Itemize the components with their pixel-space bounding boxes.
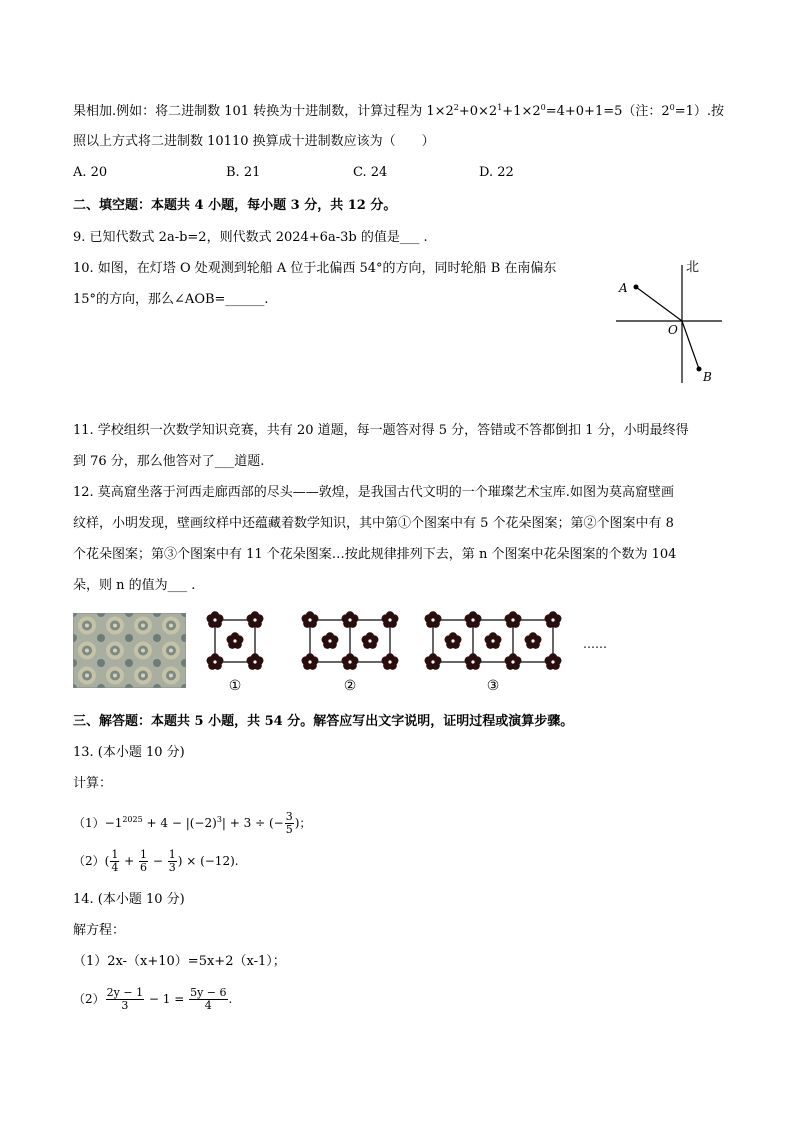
q10-compass-figure: [610, 255, 730, 390]
q11-line2: 到 76 分，那么他答对了___道题.: [73, 454, 265, 469]
q14-instruction: 解方程：: [73, 923, 126, 938]
flower-icon: [545, 611, 562, 628]
flower-icon: [545, 653, 562, 670]
flower-icon: [525, 632, 542, 649]
q13-instruction: 计算：: [73, 776, 113, 791]
north-label: 北: [686, 260, 700, 275]
q8-option-d: D. 22: [479, 165, 514, 180]
flower-icon: [445, 632, 462, 649]
mural-photo: [73, 613, 186, 688]
flower-icon: [302, 611, 319, 628]
flower-icon: [465, 611, 482, 628]
q11-line1: 11. 学校组织一次数学知识竞赛，共有 20 道题，每一题答对得 5 分，答错或不答都倒扣 1 分，小明最终得: [73, 423, 689, 438]
q10-line1: 10. 如图，在灯塔 O 处观测到轮船 A 位于北偏西 54°的方向，同时轮船 B 在南偏东: [73, 261, 557, 276]
flower-pattern-figure: [195, 606, 615, 696]
q8-line1: 果相加.例如：将二进制数 101 转换为十进制数，计算过程为 $1\times 2^2+0\times 2^1+1\times 2^0=4+0+1=5$（注：$2^0=1$）.按: [73, 103, 725, 119]
q12-line2: 纹样，小明发现，壁画纹样中还蕴藏着数学知识，其中第①个图案中有 5 个花朵图案；第②个图案中有 8: [73, 516, 674, 531]
fraction-1-6: $\frac{1}{6}$: [140, 848, 148, 874]
fraction-1-4: $\frac{1}{4}$: [111, 848, 119, 874]
flower-icon: [382, 611, 399, 628]
pattern-label-3: ③: [486, 678, 500, 694]
pattern-label-1: ①: [228, 678, 242, 694]
q8-option-a: A. 20: [73, 165, 108, 180]
q14-header: 14. (本小题 10 分): [73, 892, 185, 907]
flower-icon: [247, 611, 264, 628]
fraction-left: $\frac{2y - 1}{3}$: [106, 986, 144, 1012]
q8-line2: 照以上方式将二进制数 10110 换算成十进制数应该为（ ）: [73, 134, 435, 149]
q8-option-b: B. 21: [226, 165, 261, 180]
flower-icon: [207, 611, 224, 628]
section3-title: 三、解答题：本题共 5 小题，共 54 分。解答应写出文字说明，证明过程或演算步骤。: [73, 714, 574, 729]
pattern-label-2: ②: [343, 678, 357, 694]
point-b-label: B: [703, 370, 712, 384]
point-o-label: O: [668, 323, 678, 337]
flower-icon: [247, 653, 264, 670]
flower-icon: [342, 611, 359, 628]
pattern-ellipsis: ……: [583, 637, 607, 651]
q12-line4: 朵，则 n 的值为___ .: [73, 578, 196, 593]
q14-part1: （1）2x-（x+10）=5x+2（x-1）；: [73, 954, 286, 969]
q13-part2: （2）( $\frac{1}{4}$ + $\frac{1}{6}$ − $\frac{1}{3}$ ) × (−12).: [73, 848, 239, 874]
q12-line3: 个花朵图案；第③个图案中有 11 个花朵图案…按此规律排列下去，第 n 个图案中花朵图案的个数为 104: [73, 547, 677, 562]
flower-icon: [382, 653, 399, 670]
fraction-1-3: $\frac{1}{3}$: [168, 848, 176, 874]
flower-icon: [227, 632, 244, 649]
flower-icon: [207, 653, 224, 670]
fraction-right: $\frac{5y - 6}{4}$: [190, 986, 227, 1012]
flower-icon: [425, 653, 442, 670]
flower-icon: [465, 653, 482, 670]
point-a-label: A: [619, 281, 628, 295]
flower-icon: [425, 611, 442, 628]
section2-title: 二、填空题：本题共 4 小题，每小题 3 分，共 12 分。: [73, 198, 397, 213]
q14-part2: （2） $\frac{2y - 1}{3}$ − 1 = $\frac{5y - 6}{4}$ .: [73, 986, 233, 1012]
q13-header: 13. (本小题 10 分): [73, 745, 185, 760]
q9-text: 9. 已知代数式 2a-b=2，则代数式 2024+6a-3b 的值是___ .: [73, 230, 428, 245]
flower-icon: [342, 653, 359, 670]
q12-line1: 12. 莫高窟坐落于河西走廊西部的尽头——敦煌，是我国古代文明的一个璀璨艺术宝库.如图为莫高窟壁画: [73, 485, 674, 500]
q13-part1: $(1)-1^{2025} + 4 - |(-2)^3| + 3$ ÷ (− $\frac{3}{5}$ )；: [73, 810, 312, 836]
q8-option-c: C. 24: [353, 165, 388, 180]
flower-icon: [322, 632, 339, 649]
flower-icon: [362, 632, 379, 649]
flower-icon: [485, 632, 502, 649]
flower-icon: [505, 653, 522, 670]
fraction-3-5: $\frac{3}{5}$: [285, 810, 293, 836]
flower-icon: [505, 611, 522, 628]
q10-line2: 15°的方向，那么∠AOB=______.: [73, 292, 269, 307]
flower-icon: [302, 653, 319, 670]
